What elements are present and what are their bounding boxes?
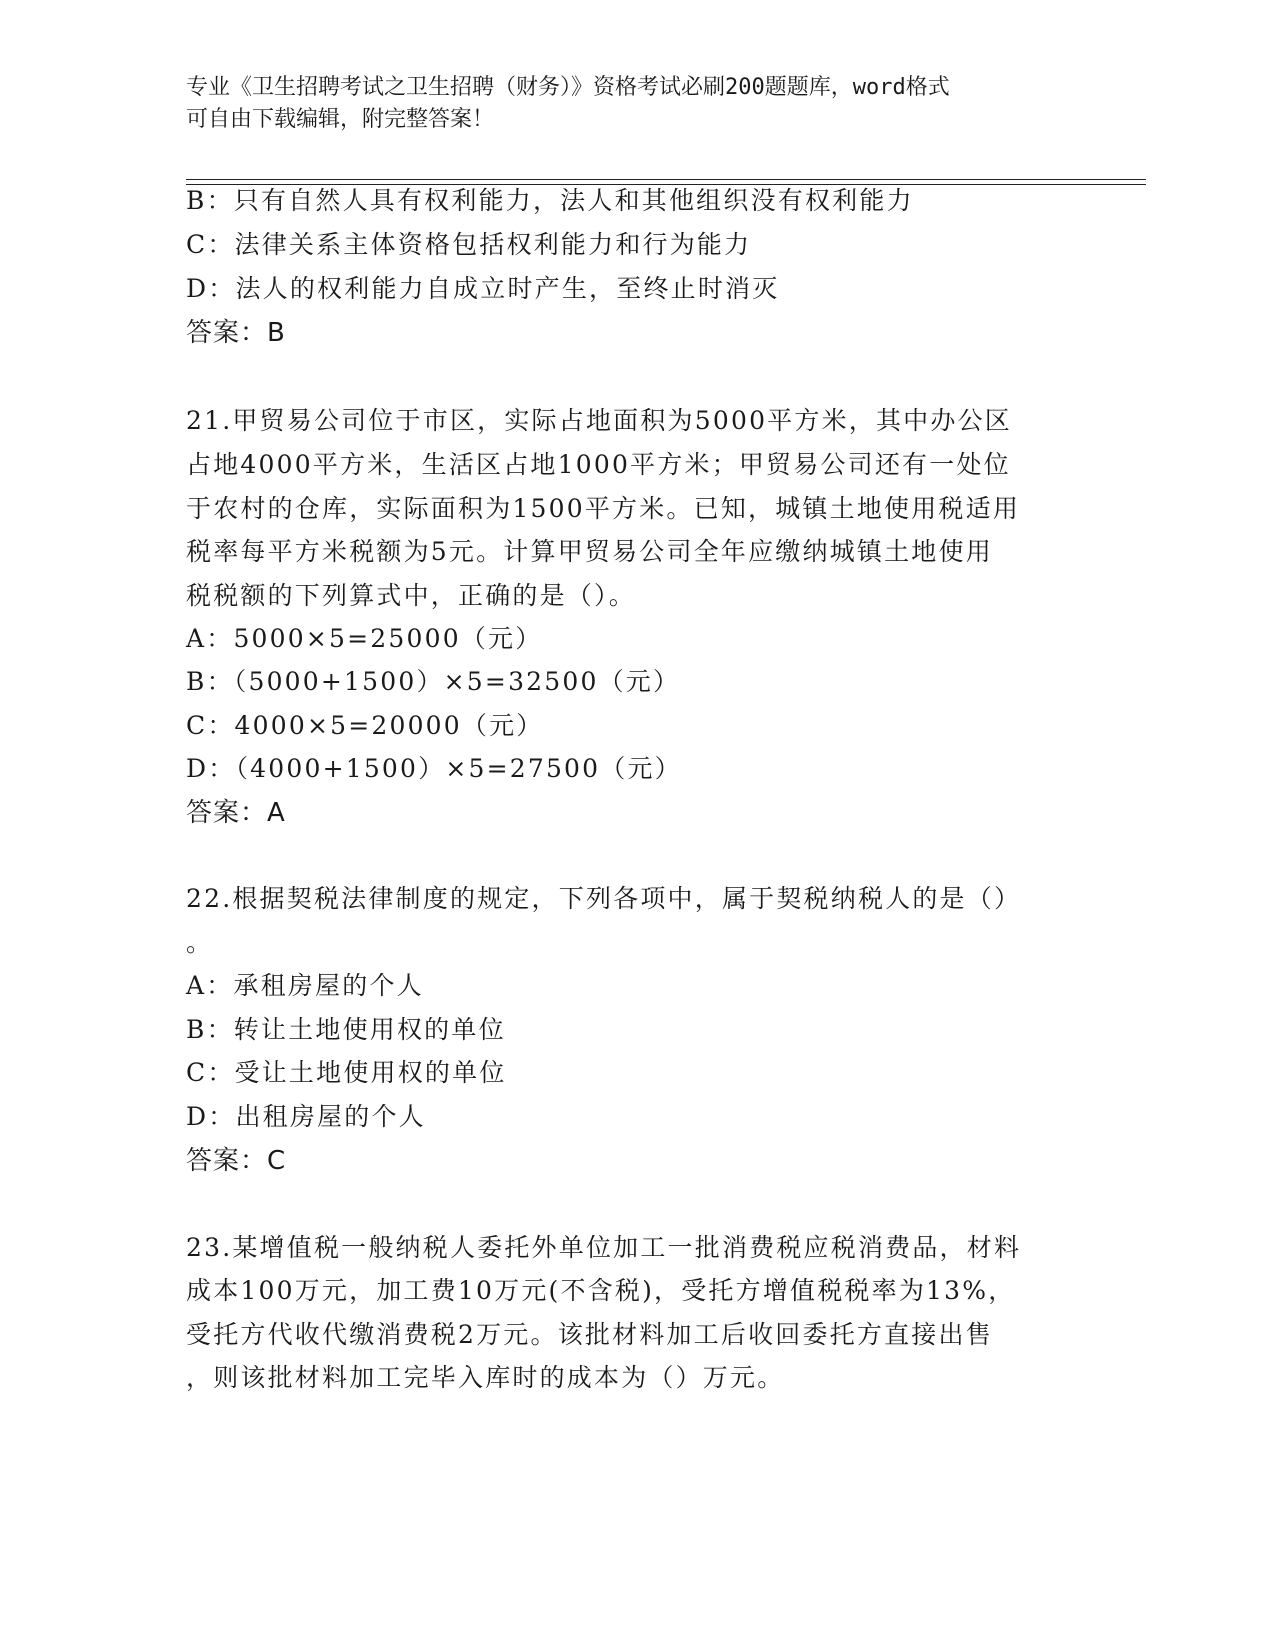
q21-option-c: C：4000×5=20000（元） <box>186 711 544 740</box>
prev-option-c: C：法律关系主体资格包括权利能力和行为能力 <box>186 230 752 259</box>
q22-option-c: C：受让土地使用权的单位 <box>186 1058 507 1087</box>
q21-option-a: A：5000×5=25000（元） <box>186 624 543 653</box>
header-divider-bottom <box>186 184 1146 185</box>
q23-stem-line-4: ，则该批材料加工完毕入库时的成本为（）万元。 <box>186 1363 785 1392</box>
q21-stem-line-1: 21.甲贸易公司位于市区，实际占地面积为5000平方米，其中办公区 <box>186 406 1012 435</box>
prev-option-d: D：法人的权利能力自成立时产生，至终止时消灭 <box>186 274 780 303</box>
q22-stem-line-2: 。 <box>186 928 214 957</box>
q21-option-d: D：（4000+1500）×5=27500（元） <box>186 754 682 783</box>
document-header <box>186 72 1066 136</box>
q23-stem-line-2: 成本100万元，加工费10万元(不含税)，受托方增值税税率为13%， <box>186 1276 1016 1305</box>
q22-option-d: D：出租房屋的个人 <box>186 1102 426 1131</box>
q22-option-a: A：承租房屋的个人 <box>186 971 424 1000</box>
header-line-1: 专业《卫生招聘考试之卫生招聘（财务）》资格考试必刷200题题库，word格式 <box>186 75 950 100</box>
q21-stem-line-3: 于农村的仓库，实际面积为1500平方米。已知，城镇土地使用税适用 <box>186 494 1021 523</box>
prev-answer: 答案：B <box>186 318 286 348</box>
q21-stem-line-5: 税税额的下列算式中，正确的是（）。 <box>186 581 636 610</box>
header-line-2: 可自由下载编辑，附完整答案！ <box>186 107 495 132</box>
q23-stem-line-3: 受托方代收代缴消费税2万元。该批材料加工后收回委托方直接出售 <box>186 1320 993 1349</box>
q21-answer: 答案：A <box>186 798 286 828</box>
q22-option-b: B：转让土地使用权的单位 <box>186 1015 506 1044</box>
prev-option-b: B：只有自然人具有权利能力，法人和其他组织没有权利能力 <box>186 186 914 215</box>
q22-stem-line-1: 22.根据契税法律制度的规定，下列各项中，属于契税纳税人的是（） <box>186 884 1022 913</box>
q23-stem-line-1: 23.某增值税一般纳税人委托外单位加工一批消费税应税消费品，材料 <box>186 1233 1022 1262</box>
q22-answer: 答案：C <box>186 1146 287 1176</box>
header-divider-top <box>186 179 1146 180</box>
q21-option-b: B：（5000+1500）×5=32500（元） <box>186 667 681 696</box>
q21-stem-line-4: 税率每平方米税额为5元。计算甲贸易公司全年应缴纳城镇土地使用 <box>186 537 993 566</box>
q21-stem-line-2: 占地4000平方米，生活区占地1000平方米；甲贸易公司还有一处位 <box>186 450 1011 479</box>
